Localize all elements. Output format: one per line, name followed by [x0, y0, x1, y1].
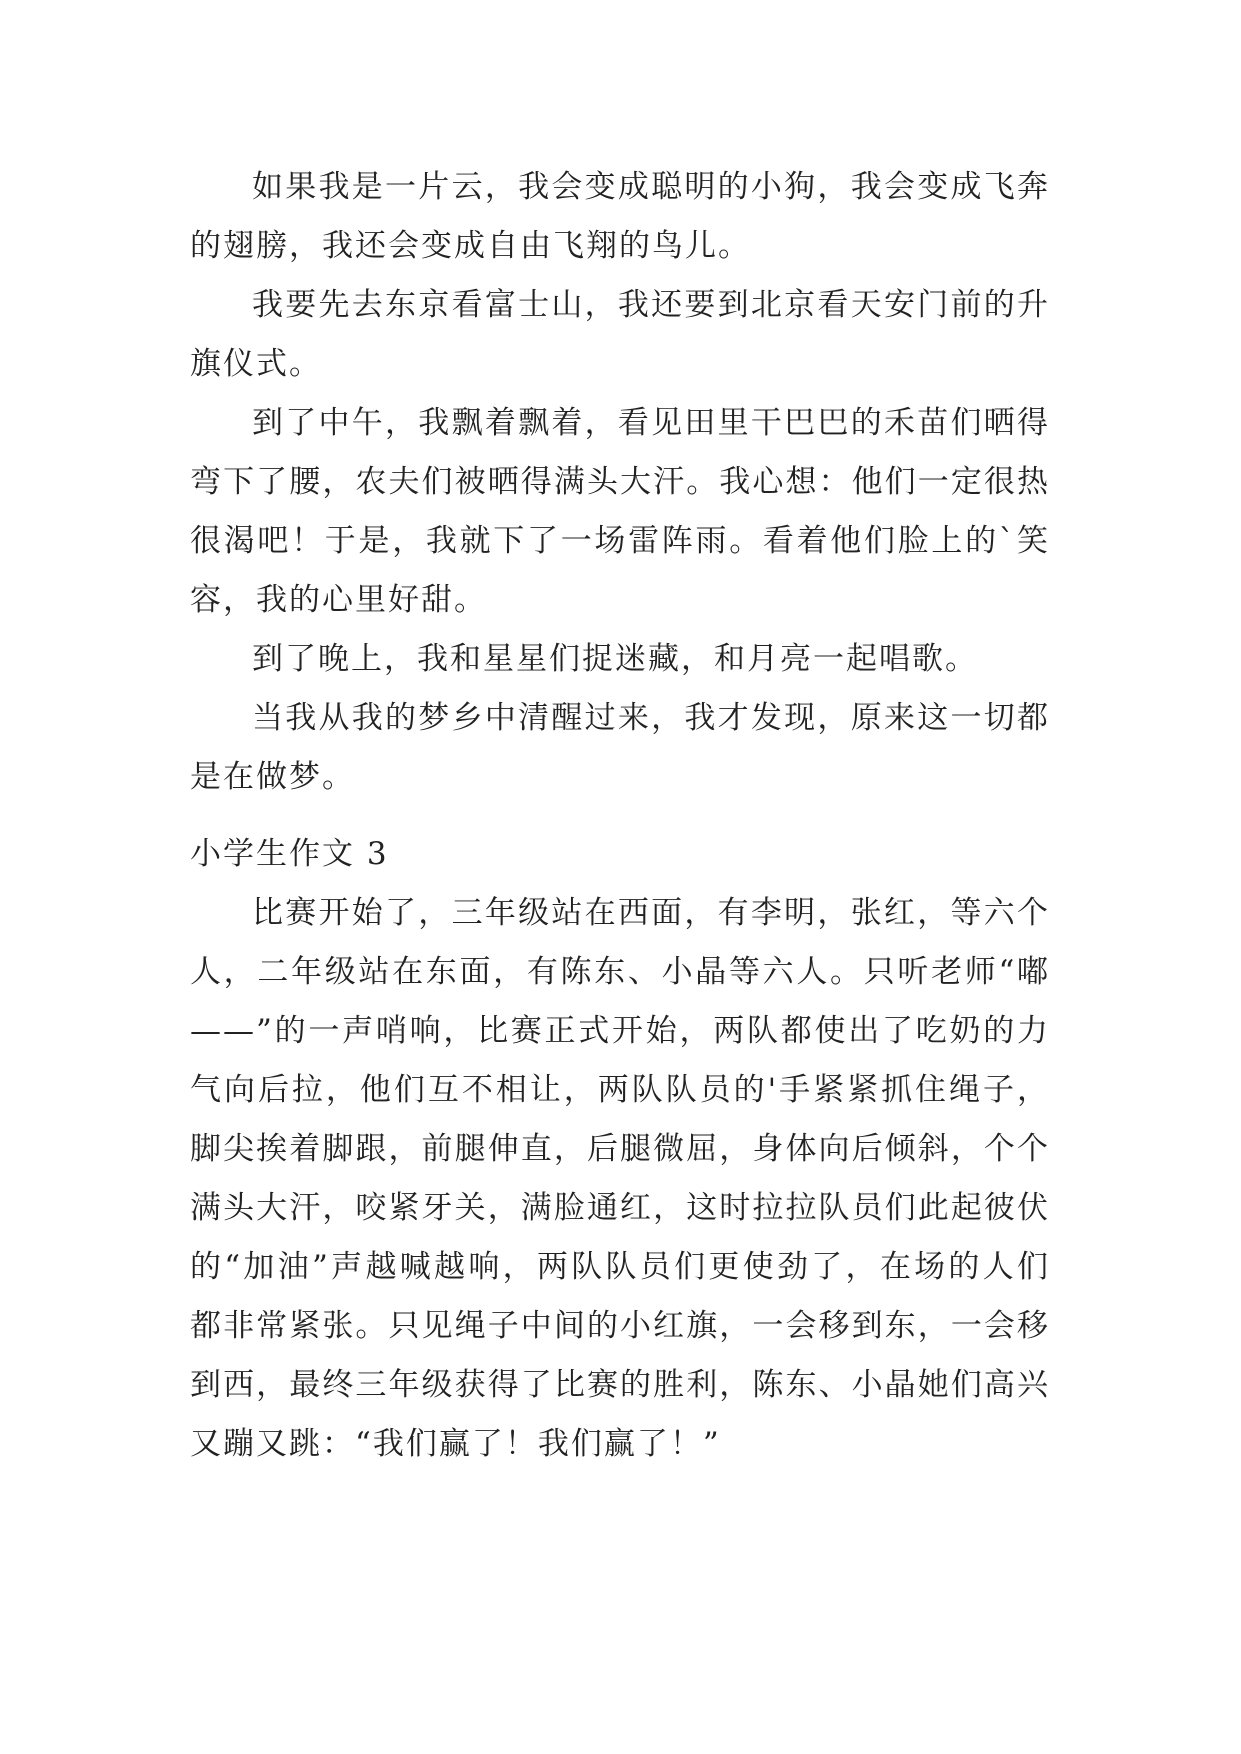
paragraph: 当我从我的梦乡中清醒过来，我才发现，原来这一切都是在做梦。 — [190, 700, 1050, 795]
paragraph: 到了中午，我飘着飘着，看见田里干巴巴的禾苗们晒得弯下了腰，农夫们被晒得满头大汗。我心想：他们一定很热很渴吧！于是，我就下了一场雷阵雨。看着他们脸上的`笑容，我的心里好甜。 — [190, 405, 1050, 618]
paragraph: 我要先去东京看富士山，我还要到北京看天安门前的升旗仪式。 — [190, 287, 1050, 382]
essay-section-bottom — [190, 825, 1050, 1474]
essay-section-top — [190, 158, 1050, 807]
paragraph: 如果我是一片云，我会变成聪明的小狗，我会变成飞奔的翅膀，我还会变成自由飞翔的鸟儿。 — [190, 169, 1050, 264]
section-heading: 小学生作文 3 — [190, 836, 389, 872]
paragraph: 比赛开始了，三年级站在西面，有李明，张红，等六个人，二年级站在东面，有陈东、小晶等六人。只听老师“嘟——”的一声哨响，比赛正式开始，两队都使出了吃奶的力气向后拉，他们互不相让，两队队员的'手紧紧抓住绳子，脚尖挨着脚跟，前腿伸直，后腿微屈，身体向后倾斜，个个满头大汗，咬紧牙关，满脸通红，这时拉拉队员们此起彼伏的“加油”声越喊越响，两队队员们更使劲了，在场的人们都非常紧张。只见绳子中间的小红旗，一会移到东，一会移到西，最终三年级获得了比赛的胜利，陈东、小晶她们高兴又蹦又跳：“我们赢了！我们赢了！” — [190, 895, 1050, 1462]
paragraph: 到了晚上，我和星星们捉迷藏，和月亮一起唱歌。 — [252, 641, 978, 677]
